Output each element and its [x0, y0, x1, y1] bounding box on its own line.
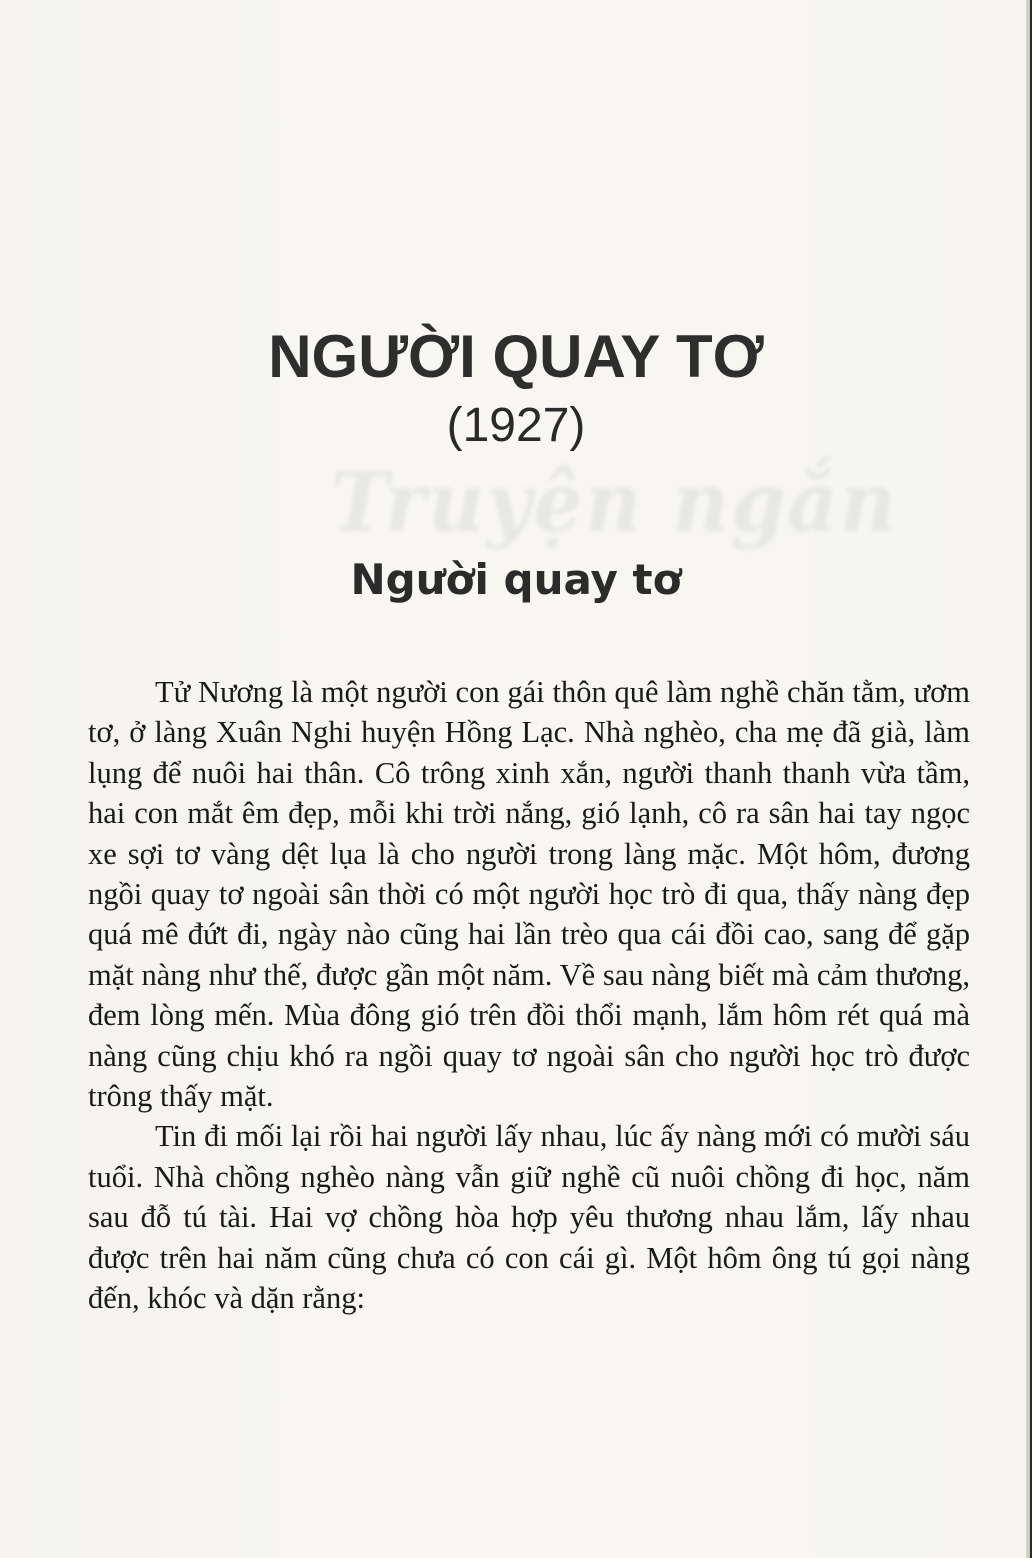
- story-title: Người quay tơ: [350, 555, 682, 604]
- chapter-year: (1927): [446, 399, 586, 452]
- paragraph-2: Tin đi mối lại rồi hai người lấy nhau, lúc ấy nàng mới có mười sáu tuổi. Nhà chồng nghèo nàng vẫn giữ nghề cũ nuôi chồng đi học, năm sau đỗ tú tài. Hai vợ chồng hòa hợp yêu thương nhau lắm, lấy nhau được trên hai năm cũng chưa có con cái gì. Một hôm ông tú gọi nàng đến, khóc và dặn rằng:: [88, 1119, 970, 1316]
- story-body: [88, 672, 970, 1319]
- paragraph-1: Tử Nương là một người con gái thôn quê làm nghề chăn tằm, ươm tơ, ở làng Xuân Nghi huyện Hồng Lạc. Nhà nghèo, cha mẹ đã già, làm lụng để nuôi hai thân. Cô trông xinh xắn, người thanh thanh vừa tầm, hai con mắt êm đẹp, mỗi khi trời nắng, gió lạnh, cô ra sân hai tay ngọc xe sợi tơ vàng dệt lụa là cho người trong làng mặc. Một hôm, đương ngồi quay tơ ngoài sân thời có một người học trò đi qua, thấy nàng đẹp quá mê đứt đi, ngày nào cũng hai lần trèo qua cái đồi cao, sang để gặp mặt nàng như thế, được gần một năm. Về sau nàng biết mà cảm thương, đem lòng mến. Mùa đông gió trên đồi thổi mạnh, lắm hôm rét quá mà nàng cũng chịu khó ra ngồi quay tơ ngoài sân cho người học trò được trông thấy mặt.: [88, 675, 970, 1114]
- background-watermark: Truyện ngắn: [330, 455, 899, 551]
- chapter-title: NGƯỜI QUAY TƠ: [268, 323, 764, 390]
